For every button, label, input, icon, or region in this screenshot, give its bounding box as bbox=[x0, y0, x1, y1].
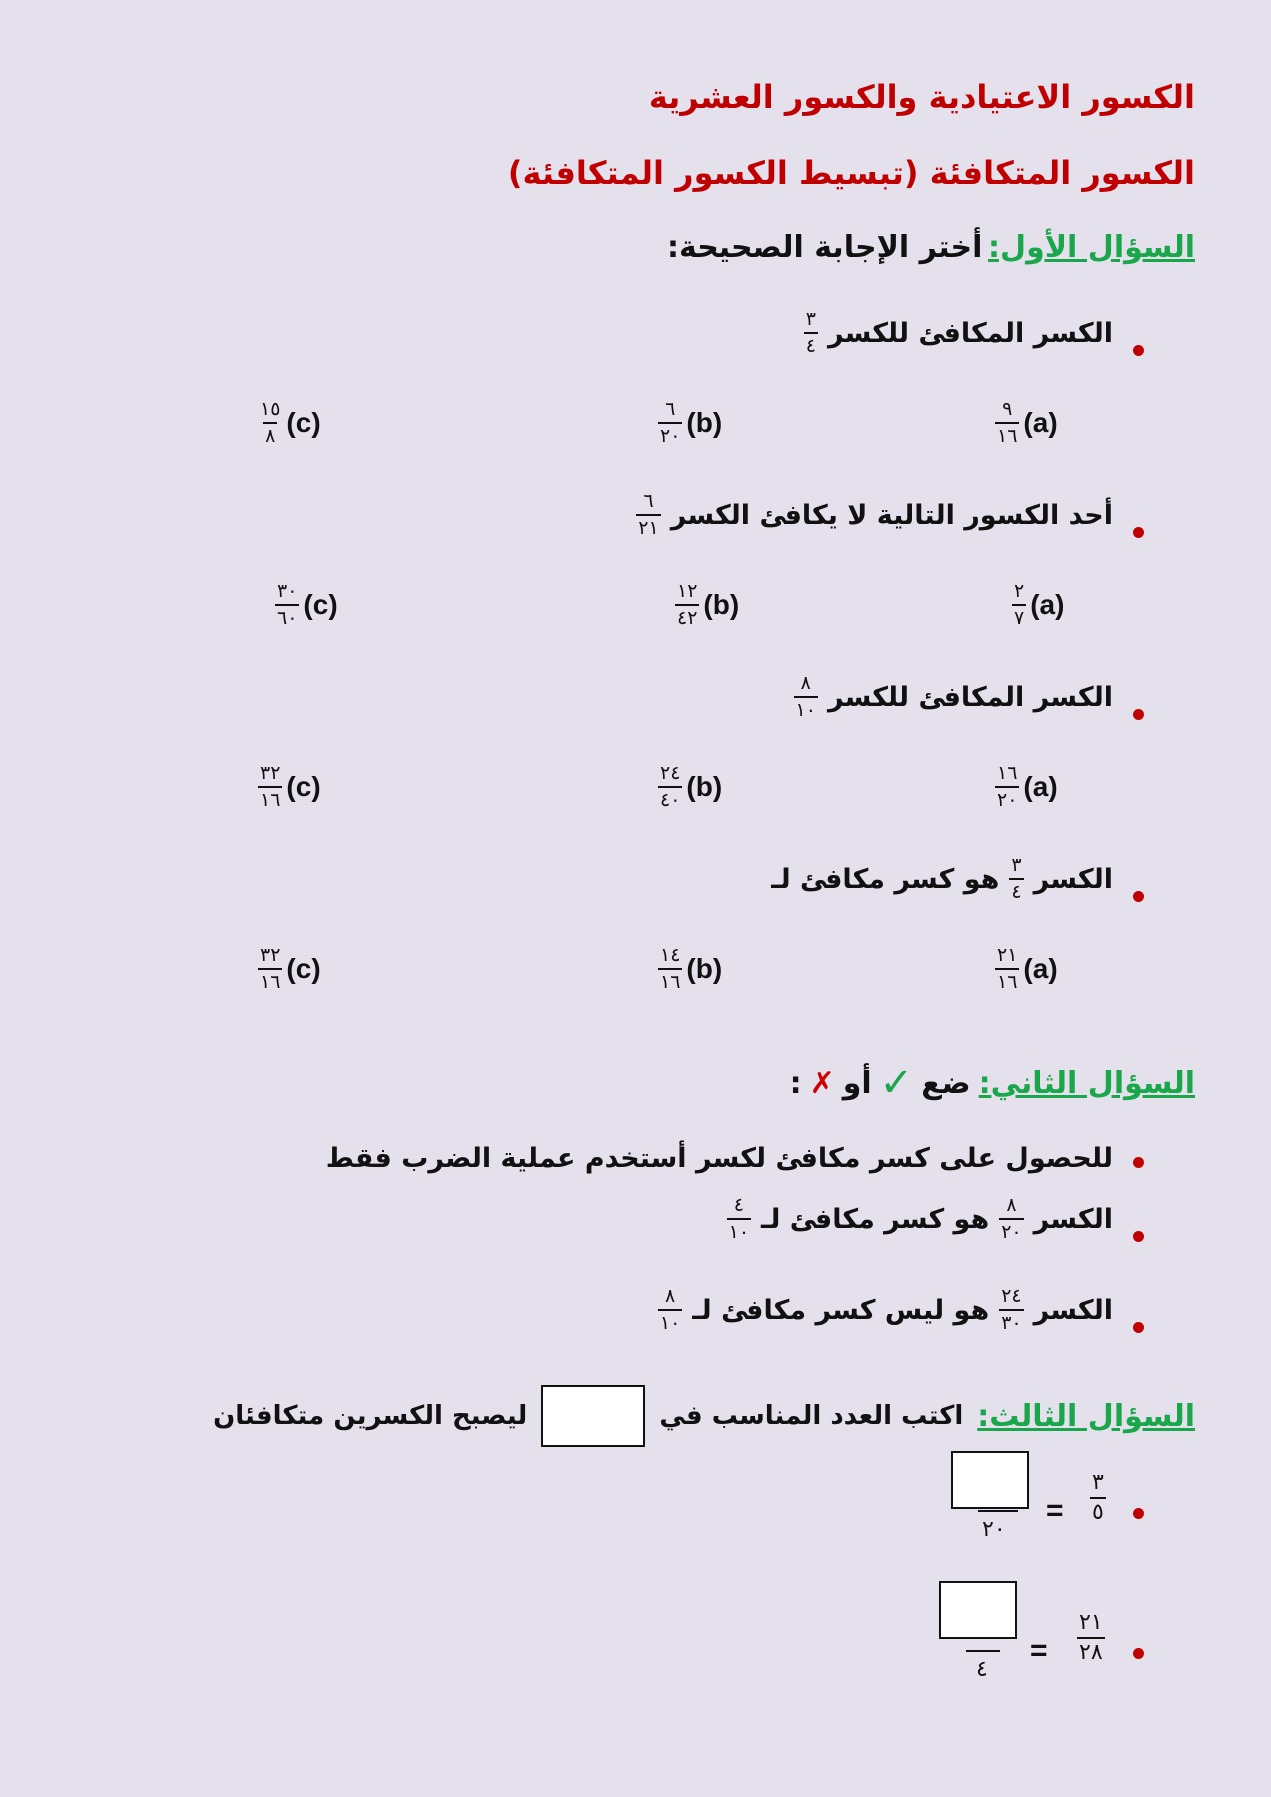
equals-sign: = bbox=[1046, 1494, 1064, 1527]
q1-item-4 bbox=[771, 856, 1113, 902]
answer-input-box[interactable] bbox=[951, 1451, 1029, 1509]
numerator: ٢١ bbox=[1079, 1610, 1103, 1635]
denominator: ١٦ bbox=[658, 968, 682, 992]
denominator: ٢٠ bbox=[999, 1218, 1023, 1242]
denominator: ١٦ bbox=[258, 786, 282, 810]
fraction bbox=[727, 1196, 751, 1242]
numerator: ٤ bbox=[733, 1194, 744, 1216]
answer-input-box[interactable] bbox=[939, 1581, 1017, 1639]
q2-item-2 bbox=[727, 1196, 1113, 1242]
numerator: ٢ bbox=[1014, 581, 1025, 602]
question-text: الكسر bbox=[1033, 1203, 1113, 1235]
q2-put: ضع bbox=[921, 1065, 971, 1101]
question-text: الكسر bbox=[1033, 1294, 1113, 1326]
question-text: الكسر المكافئ للكسر bbox=[827, 681, 1113, 713]
fraction bbox=[658, 1287, 682, 1333]
q3-instruction-after: ليصبح الكسرين متكافئان bbox=[213, 1401, 528, 1431]
denominator: ٧ bbox=[1012, 604, 1026, 628]
numerator: ٨ bbox=[1006, 1194, 1017, 1216]
q1-2-option-a[interactable] bbox=[1012, 582, 1064, 628]
numerator: ٨ bbox=[664, 1285, 676, 1307]
numerator: ٣ bbox=[1011, 854, 1022, 876]
denominator: ٢٠ bbox=[982, 1517, 1006, 1542]
question-text: هو كسر مكافئ لـ bbox=[771, 863, 1000, 895]
option-label: (b) bbox=[686, 953, 723, 984]
fraction-bar bbox=[978, 1510, 1018, 1512]
q1-3-option-a[interactable] bbox=[995, 764, 1058, 810]
numerator: ١٢ bbox=[677, 581, 698, 602]
numerator: ٣٢ bbox=[260, 763, 281, 784]
cross-mark-icon: ✗ bbox=[809, 1065, 835, 1101]
numerator: ١٥ bbox=[260, 399, 281, 420]
q1-4-option-a[interactable] bbox=[995, 946, 1058, 992]
numerator: ٢٤ bbox=[1001, 1285, 1022, 1307]
denominator: ٢٨ bbox=[1077, 1637, 1105, 1664]
denominator: ٢١ bbox=[636, 514, 660, 538]
q1-item-2 bbox=[636, 492, 1113, 538]
q2-colon: : bbox=[789, 1065, 802, 1101]
option-label: (c) bbox=[286, 407, 321, 438]
q1-label: السؤال الأول: bbox=[988, 230, 1195, 265]
fraction bbox=[1012, 582, 1026, 628]
q2-item-3 bbox=[658, 1287, 1113, 1333]
denominator: ١٦ bbox=[995, 968, 1019, 992]
equals-sign: = bbox=[1030, 1634, 1048, 1667]
numerator: ٦ bbox=[665, 399, 676, 420]
fraction bbox=[995, 946, 1019, 992]
fraction bbox=[636, 492, 660, 538]
denominator: ٤٢ bbox=[675, 604, 699, 628]
denominator: ٢٠ bbox=[658, 422, 682, 446]
q1-item-3 bbox=[794, 674, 1113, 720]
option-label: (a) bbox=[1023, 407, 1058, 438]
option-label: (a) bbox=[1023, 953, 1058, 984]
q2-label: السؤال الثاني: bbox=[978, 1065, 1195, 1101]
denominator: ١٠ bbox=[727, 1218, 751, 1242]
q1-header bbox=[667, 230, 1195, 265]
denominator: ٤ bbox=[976, 1657, 988, 1682]
numerator: ٣٠ bbox=[277, 581, 298, 602]
option-label: (a) bbox=[1030, 589, 1065, 620]
question-text: هو ليس كسر مكافئ لـ bbox=[692, 1294, 990, 1326]
q1-1-option-a[interactable] bbox=[995, 400, 1058, 446]
bullet-icon bbox=[1133, 527, 1144, 538]
bullet-icon bbox=[1133, 1648, 1144, 1659]
denominator: ٥ bbox=[1090, 1497, 1106, 1524]
denominator: ٣٠ bbox=[999, 1309, 1023, 1333]
bullet-icon bbox=[1133, 1508, 1144, 1519]
bullet-icon bbox=[1133, 1157, 1144, 1168]
bullet-icon bbox=[1133, 709, 1144, 720]
fraction bbox=[275, 582, 299, 628]
numerator: ١٦ bbox=[997, 763, 1018, 784]
option-label: (c) bbox=[286, 771, 321, 802]
page-subtitle: الكسور المتكافئة (تبسيط الكسور المتكافئة) bbox=[507, 154, 1195, 192]
fraction bbox=[1009, 856, 1023, 902]
denominator: ٨ bbox=[263, 422, 277, 446]
q3-header bbox=[213, 1385, 1195, 1447]
question-text: الكسر المكافئ للكسر bbox=[827, 317, 1113, 349]
question-text: الكسر bbox=[1033, 863, 1113, 895]
denominator: ٤٠ bbox=[658, 786, 682, 810]
q3-label: السؤال الثالث: bbox=[977, 1398, 1195, 1434]
denominator: ١٠ bbox=[794, 696, 818, 720]
fraction bbox=[999, 1196, 1023, 1242]
bullet-icon bbox=[1133, 1322, 1144, 1333]
numerator: ٣ bbox=[1092, 1470, 1104, 1495]
numerator: ١٤ bbox=[660, 945, 681, 966]
q1-1-option-b[interactable] bbox=[658, 400, 722, 446]
check-mark-icon: ✓ bbox=[879, 1060, 914, 1106]
q1-item-1 bbox=[804, 310, 1113, 356]
numerator: ٣٢ bbox=[260, 945, 281, 966]
numerator: ٦ bbox=[643, 490, 654, 512]
numerator: ٢٤ bbox=[660, 763, 681, 784]
bullet-icon bbox=[1133, 345, 1144, 356]
option-label: (a) bbox=[1023, 771, 1058, 802]
denominator: ٤ bbox=[804, 332, 818, 356]
denominator: ٤ bbox=[1009, 878, 1023, 902]
option-label: (b) bbox=[686, 771, 723, 802]
denominator: ١٦ bbox=[995, 422, 1019, 446]
q2-or: أو bbox=[842, 1065, 872, 1101]
fraction bbox=[658, 764, 682, 810]
q1-2-option-c[interactable] bbox=[275, 582, 338, 628]
denominator: ٢٠ bbox=[995, 786, 1019, 810]
numerator: ٢١ bbox=[997, 945, 1018, 966]
fraction bbox=[999, 1287, 1023, 1333]
fraction bbox=[258, 946, 282, 992]
q1-1-option-c[interactable] bbox=[258, 400, 321, 446]
option-label: (b) bbox=[686, 407, 723, 438]
q1-4-option-b[interactable] bbox=[658, 946, 722, 992]
fraction bbox=[258, 400, 282, 446]
denominator: ١٦ bbox=[258, 968, 282, 992]
fraction bbox=[658, 946, 682, 992]
option-label: (c) bbox=[303, 589, 338, 620]
q2-header bbox=[790, 1060, 1195, 1106]
denominator: ١٠ bbox=[658, 1309, 682, 1333]
bullet-icon bbox=[1133, 891, 1144, 902]
fraction bbox=[794, 674, 818, 720]
question-text: أحد الكسور التالية لا يكافئ الكسر bbox=[670, 499, 1113, 531]
fraction bbox=[658, 400, 682, 446]
q1-3-option-c[interactable] bbox=[258, 764, 321, 810]
answer-box-sample bbox=[541, 1385, 645, 1447]
q1-4-option-c[interactable] bbox=[258, 946, 321, 992]
q1-3-option-b[interactable] bbox=[658, 764, 722, 810]
numerator: ٨ bbox=[800, 672, 811, 694]
fraction bbox=[1077, 1612, 1105, 1664]
q3-instruction-before: اكتب العدد المناسب في bbox=[659, 1401, 964, 1431]
fraction-bar bbox=[966, 1650, 1000, 1652]
q2-item-1: للحصول على كسر مكافئ لكسر أستخدم عملية الضرب فقط bbox=[325, 1143, 1113, 1174]
page-title: الكسور الاعتيادية والكسور العشرية bbox=[648, 78, 1195, 116]
q1-instruction: أختر الإجابة الصحيحة: bbox=[667, 230, 983, 265]
bullet-icon bbox=[1133, 1231, 1144, 1242]
question-text: هو كسر مكافئ لـ bbox=[761, 1203, 990, 1235]
numerator: ٩ bbox=[1002, 399, 1013, 420]
q1-2-option-b[interactable] bbox=[675, 582, 739, 628]
option-label: (c) bbox=[286, 953, 321, 984]
fraction bbox=[804, 310, 818, 356]
numerator: ٣ bbox=[805, 308, 816, 330]
fraction bbox=[995, 764, 1019, 810]
fraction bbox=[995, 400, 1019, 446]
fraction bbox=[1090, 1472, 1106, 1524]
denominator: ٦٠ bbox=[275, 604, 299, 628]
option-label: (b) bbox=[703, 589, 740, 620]
fraction bbox=[675, 582, 699, 628]
fraction bbox=[258, 764, 282, 810]
